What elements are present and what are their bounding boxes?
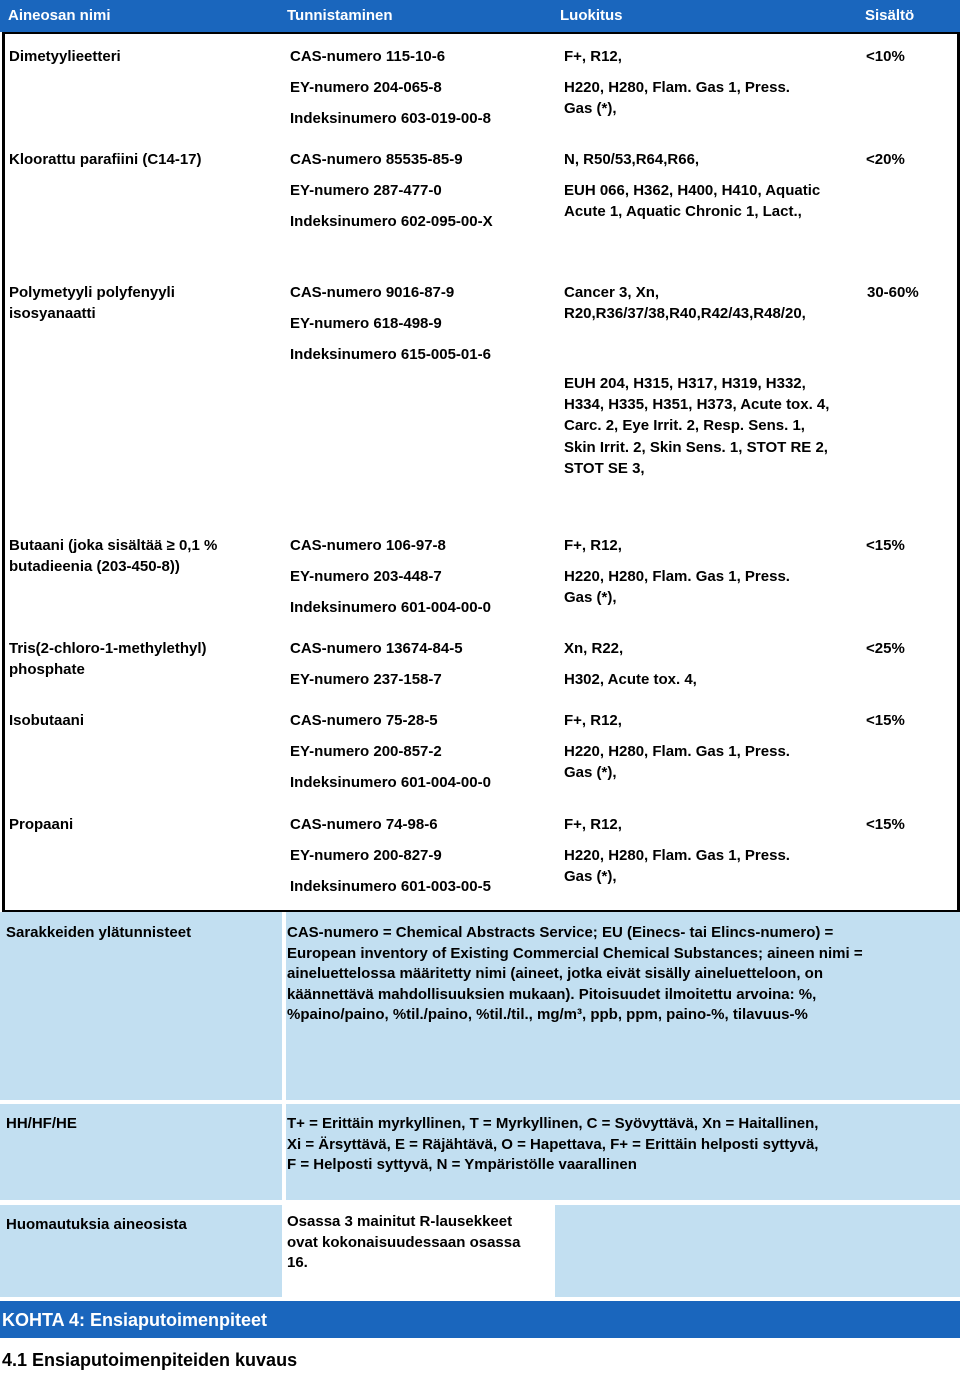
- header-content: Sisältö: [865, 7, 915, 24]
- ingredient-name: Polymetyyli polyfenyyli: [9, 284, 175, 301]
- classification-h: Gas (*),: [564, 100, 617, 117]
- content-value: <20%: [866, 151, 905, 168]
- identifier: EY-numero 204-065-8: [290, 79, 442, 96]
- classification-h: H220, H280, Flam. Gas 1, Press.: [564, 743, 790, 760]
- remarks-filler-cell: [555, 1205, 960, 1297]
- note-line: Osassa 3 mainitut R-lausekkeet: [287, 1213, 513, 1230]
- identifier: CAS-numero 13674-84-5: [290, 640, 463, 657]
- identifier: EY-numero 237-158-7: [290, 671, 442, 688]
- ingredient-name: phosphate: [9, 661, 85, 678]
- classification-r: F+, R12,: [564, 816, 622, 833]
- hazard-text: [287, 1114, 818, 1176]
- identifier: Indeksinumero 601-004-00-0: [290, 774, 491, 791]
- classification-h: H334, H335, H351, H373, Acute tox. 4,: [564, 396, 830, 414]
- identifier: CAS-numero 106-97-8: [290, 537, 446, 554]
- content-value: <15%: [866, 712, 905, 729]
- identifier: EY-numero 618-498-9: [290, 315, 442, 332]
- note-line: %paino/paino, %til./paino, %til./til., mg/m³, ppb, ppm, paino-%, tilavuus-%: [287, 1006, 808, 1024]
- ingredient-name: Kloorattu parafiini (C14-17): [9, 151, 202, 168]
- column-headers-label: Sarakkeiden ylätunnisteet: [6, 924, 192, 941]
- ingredient-name: Dimetyylieetteri: [9, 48, 121, 65]
- classification-r: F+, R12,: [564, 537, 622, 554]
- classification-h: H220, H280, Flam. Gas 1, Press.: [564, 847, 790, 864]
- note-line: European inventory of Existing Commercial Chemical Substances; aineen nimi =: [287, 944, 863, 962]
- identifier: Indeksinumero 601-004-00-0: [290, 599, 491, 616]
- identifier: EY-numero 200-827-9: [290, 847, 442, 864]
- classification-h: H220, H280, Flam. Gas 1, Press.: [564, 568, 790, 585]
- ingredient-name: Isobutaani: [9, 712, 85, 729]
- identifier: Indeksinumero 602-095-00-X: [290, 213, 493, 230]
- identifier: CAS-numero 85535-85-9: [290, 151, 463, 168]
- identifier: CAS-numero 115-10-6: [290, 48, 446, 65]
- identifier: EY-numero 200-857-2: [290, 743, 442, 760]
- header-identification: Tunnistaminen: [287, 7, 393, 24]
- content-value: <10%: [866, 48, 905, 65]
- classification-h: EUH 066, H362, H400, H410, Aquatic: [564, 182, 821, 199]
- identifier: Indeksinumero 601-003-00-5: [290, 878, 491, 895]
- content-value: <25%: [866, 640, 905, 657]
- note-line: CAS-numero = Chemical Abstracts Service; EU (Einecs- tai Elincs-numero) =: [287, 924, 834, 941]
- header-name: Aineosan nimi: [8, 7, 111, 24]
- ingredient-name: isosyanaatti: [9, 305, 96, 322]
- note-line: F = Helposti syttyvä, N = Ympäristölle vaarallinen: [287, 1156, 637, 1174]
- identifier: Indeksinumero 615-005-01-6: [290, 346, 491, 363]
- identifier: Indeksinumero 603-019-00-8: [290, 110, 491, 127]
- section-subtitle: 4.1 Ensiaputoimenpiteiden kuvaus: [2, 1350, 298, 1370]
- identifier: CAS-numero 74-98-6: [290, 816, 438, 833]
- header-classification: Luokitus: [560, 7, 623, 24]
- section-title: KOHTA 4: Ensiaputoimenpiteet: [2, 1310, 268, 1330]
- classification-h: STOT SE 3,: [564, 459, 645, 477]
- identifier: EY-numero 287-477-0: [290, 182, 442, 199]
- ingredient-name: Tris(2-chloro-1-methylethyl): [9, 640, 207, 657]
- column-headers-text: [287, 923, 863, 1026]
- classification-r: F+, R12,: [564, 712, 622, 729]
- note-line: T+ = Erittäin myrkyllinen, T = Myrkyllinen, C = Syövyttävä, Xn = Haitallinen,: [287, 1115, 819, 1132]
- ingredient-name: butadieenia (203-450-8)): [9, 558, 180, 575]
- section-4-bar: [0, 1301, 960, 1338]
- identifier: CAS-numero 75-28-5: [290, 712, 438, 729]
- classification-r: Xn, R22,: [564, 640, 624, 657]
- note-line: aineluettelossa määritetty nimi (aineet, jotka eivät sisälly aineluetteloon, on: [287, 965, 824, 983]
- classification-r: F+, R12,: [564, 48, 622, 65]
- classification-h: Gas (*),: [564, 868, 617, 885]
- remarks-label: Huomautuksia aineosista: [6, 1216, 187, 1233]
- classification-h: Carc. 2, Eye Irrit. 2, Resp. Sens. 1,: [564, 417, 805, 435]
- ingredient-name: Butaani (joka sisältää ≥ 0,1 %: [9, 537, 218, 554]
- content-value: 30-60%: [867, 284, 919, 301]
- remarks-text: [287, 1212, 520, 1274]
- classification-h: Gas (*),: [564, 764, 617, 781]
- ingredient-name: Propaani: [9, 816, 74, 833]
- note-line: Xi = Ärsyttävä, E = Räjähtävä, O = Hapettava, F+ = Erittäin helposti syttyvä,: [287, 1135, 819, 1153]
- content-value: <15%: [866, 537, 905, 554]
- note-line: 16.: [287, 1254, 308, 1272]
- content-value: <15%: [866, 816, 905, 833]
- identifier: CAS-numero 9016-87-9: [290, 284, 455, 301]
- classification-h: Acute 1, Aquatic Chronic 1, Lact.,: [564, 203, 802, 220]
- classification-h: H302, Acute tox. 4,: [564, 671, 697, 688]
- table-header: [0, 0, 960, 32]
- classification-h: Gas (*),: [564, 589, 617, 606]
- note-line: ovat kokonaisuudessaan osassa: [287, 1233, 521, 1251]
- classification-h: EUH 204, H315, H317, H319, H332,: [564, 375, 806, 392]
- classification-r: Cancer 3, Xn,: [564, 284, 660, 301]
- classification-r: R20,R36/37/38,R40,R42/43,R48/20,: [564, 305, 806, 322]
- note-line: käännettävä mahdollisuuksien mukaan). Pitoisuudet ilmoitettu arvoina: %,: [287, 985, 817, 1003]
- classification-h: H220, H280, Flam. Gas 1, Press.: [564, 79, 790, 96]
- identifier: EY-numero 203-448-7: [290, 568, 442, 585]
- classification-h: Skin Irrit. 2, Skin Sens. 1, STOT RE 2,: [564, 438, 828, 456]
- hazard-label: HH/HF/HE: [6, 1115, 77, 1132]
- classification-r: N, R50/53,R64,R66,: [564, 151, 700, 168]
